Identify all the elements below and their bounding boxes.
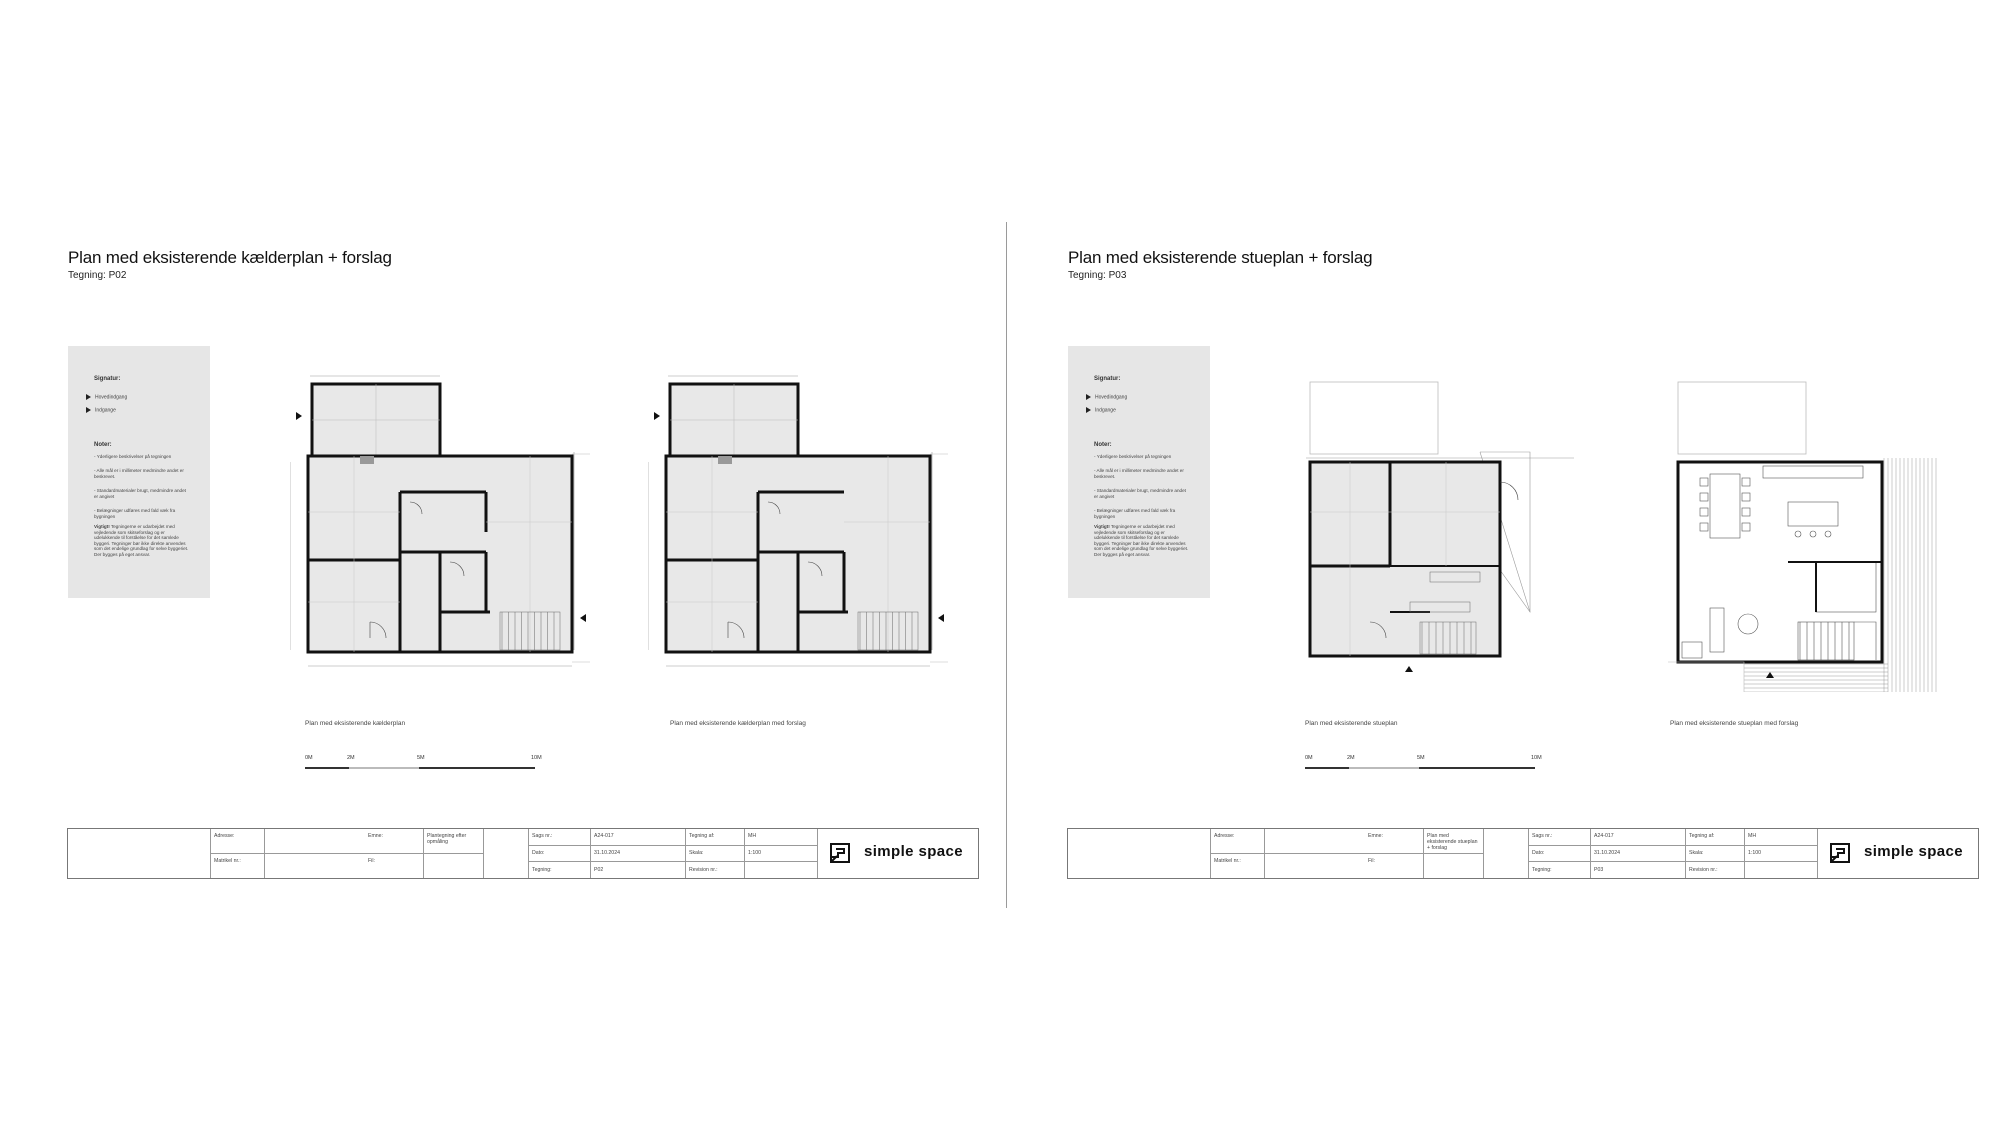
tb-skala-label: Skala: — [1689, 850, 1704, 856]
floor-plan-proposal — [648, 372, 948, 672]
legend-note: - Yderligere beskrivelser på tegningen — [94, 454, 172, 459]
tb-tegning-label: Tegning: — [532, 867, 552, 873]
tb-dato-label: Dato: — [532, 850, 545, 856]
scale-bar — [305, 755, 545, 777]
tb-matrikel-label: Matrikel nr.: — [214, 858, 241, 864]
plan-caption-proposal: Plan med eksisterende stueplan med forslag — [1670, 720, 1799, 727]
tb-tegnet-value: MH — [1748, 833, 1757, 839]
plan-caption-proposal: Plan med eksisterende kælderplan med forslag — [670, 720, 806, 727]
brand-name: simple space — [1864, 843, 1964, 860]
scale-label: 5M — [1417, 755, 1425, 761]
tb-dato-label: Dato: — [1532, 850, 1545, 856]
tb-dato-value: 31.10.2024 — [1594, 850, 1620, 856]
tb-fil-label: Fil: — [368, 858, 375, 864]
simple-space-logo-icon — [828, 841, 852, 865]
sheet-subtitle: Tegning: P02 — [68, 270, 127, 281]
tb-tegnet-value: MH — [748, 833, 757, 839]
tb-adresse-label: Adresse: — [214, 833, 235, 839]
scale-label: 0M — [305, 755, 313, 761]
floor-plan-existing — [290, 372, 590, 672]
tb-emne-value: Plantegning efter opmåling — [427, 833, 467, 845]
plan-caption-existing: Plan med eksisterende stueplan — [1305, 720, 1398, 727]
tb-tegning-label: Tegning: — [1532, 867, 1552, 873]
legend-note: - Belægninger udføres med fald væk fra bygningen — [1094, 508, 1176, 519]
scale-label: 10M — [531, 755, 542, 761]
floor-plan-existing — [1290, 372, 1590, 672]
tb-sags-value: A24-017 — [594, 833, 614, 839]
title-block — [1067, 828, 1979, 879]
triangle-arrow-icon — [86, 407, 91, 413]
sheet-p03 — [1000, 0, 2000, 1125]
legend-note: - Standardmaterialer brugt, medmindre andet er angivet — [94, 488, 186, 499]
tb-fil-label: Fil: — [1368, 858, 1375, 864]
tb-adresse-label: Adresse: — [1214, 833, 1235, 839]
scale-bar — [1305, 755, 1545, 777]
tb-emne-value: Plan med eksisterende stueplan + forslag — [1427, 833, 1478, 851]
tb-sags-value: A24-017 — [1594, 833, 1614, 839]
legend-important: Vigtigt! Tegningerne er udarbejdet med vejledende som skitseforslag og er udelukkende til forståelse for det samlede byggeri. Tegninger bør ikke direkte anvendes som det endelige grundlag for selve byggeriet. Der bygges på eget ansvar. — [1094, 524, 1189, 557]
scale-label: 2M — [347, 755, 355, 761]
scale-label: 0M — [1305, 755, 1313, 761]
brand-name: simple space — [864, 843, 964, 860]
sheet-subtitle: Tegning: P03 — [1068, 270, 1127, 281]
simple-space-logo — [828, 839, 973, 867]
legend-signatur-heading: Signatur: — [1094, 376, 1121, 382]
title-block — [67, 828, 979, 879]
legend-item-main-entrance: Hovedindgang — [86, 394, 127, 400]
legend-signatur-heading: Signatur: — [94, 376, 121, 382]
tb-revision-label: Revision nr.: — [689, 867, 718, 873]
legend-notes-heading: Noter: — [1094, 442, 1112, 448]
legend-important: Vigtigt! Tegningerne er udarbejdet med vejledende som skitseforslag og er udelukkende til forståelse for det samlede byggeri. Tegninger bør ikke direkte anvendes som det endelige grundlag for selve byggeriet. Der bygges på eget ansvar. — [94, 524, 189, 557]
tb-tegning-value: P02 — [594, 867, 604, 873]
legend-note: - Standardmaterialer brugt, medmindre andet er angivet — [1094, 488, 1186, 499]
simple-space-logo — [1828, 839, 1973, 867]
triangle-arrow-icon — [1086, 394, 1091, 400]
tb-skala-label: Skala: — [689, 850, 704, 856]
sheet-title: Plan med eksisterende stueplan + forslag — [1068, 248, 1373, 267]
simple-space-logo-icon — [1828, 841, 1852, 865]
scale-label: 10M — [1531, 755, 1542, 761]
floor-plan-proposal — [1648, 372, 1988, 692]
triangle-arrow-icon — [1086, 407, 1091, 413]
sheet-title: Plan med eksisterende kælderplan + forslag — [68, 248, 392, 267]
tb-dato-value: 31.10.2024 — [594, 850, 620, 856]
tb-sags-label: Sags nr.: — [1532, 833, 1553, 839]
legend-panel — [1068, 346, 1210, 598]
scale-label: 2M — [1347, 755, 1355, 761]
legend-item-entrance: Indgange — [86, 407, 116, 413]
legend-note: - Alle mål er i millimeter medmindre andet er beskrevet. — [94, 468, 184, 479]
tb-skala-value: 1:100 — [1748, 850, 1761, 856]
legend-panel — [68, 346, 210, 598]
tb-skala-value: 1:100 — [748, 850, 761, 856]
legend-note: - Alle mål er i millimeter medmindre andet er beskrevet. — [1094, 468, 1184, 479]
scale-label: 5M — [417, 755, 425, 761]
tb-sags-label: Sags nr.: — [532, 833, 553, 839]
tb-tegning-value: P03 — [1594, 867, 1604, 873]
plan-caption-existing: Plan med eksisterende kælderplan — [305, 720, 406, 727]
legend-note: - Yderligere beskrivelser på tegningen — [1094, 454, 1172, 459]
legend-item-main-entrance: Hovedindgang — [1086, 394, 1127, 400]
legend-notes-heading: Noter: — [94, 442, 112, 448]
tb-matrikel-label: Matrikel nr.: — [1214, 858, 1241, 864]
tb-tegnet-label: Tegning af: — [689, 833, 715, 839]
triangle-arrow-icon — [86, 394, 91, 400]
tb-revision-label: Revision nr.: — [1689, 867, 1718, 873]
tb-tegnet-label: Tegning af: — [1689, 833, 1715, 839]
tb-emne-label: Emne: — [1368, 833, 1383, 839]
legend-item-entrance: Indgange — [1086, 407, 1116, 413]
legend-note: - Belægninger udføres med fald væk fra bygningen — [94, 508, 176, 519]
tb-emne-label: Emne: — [368, 833, 383, 839]
